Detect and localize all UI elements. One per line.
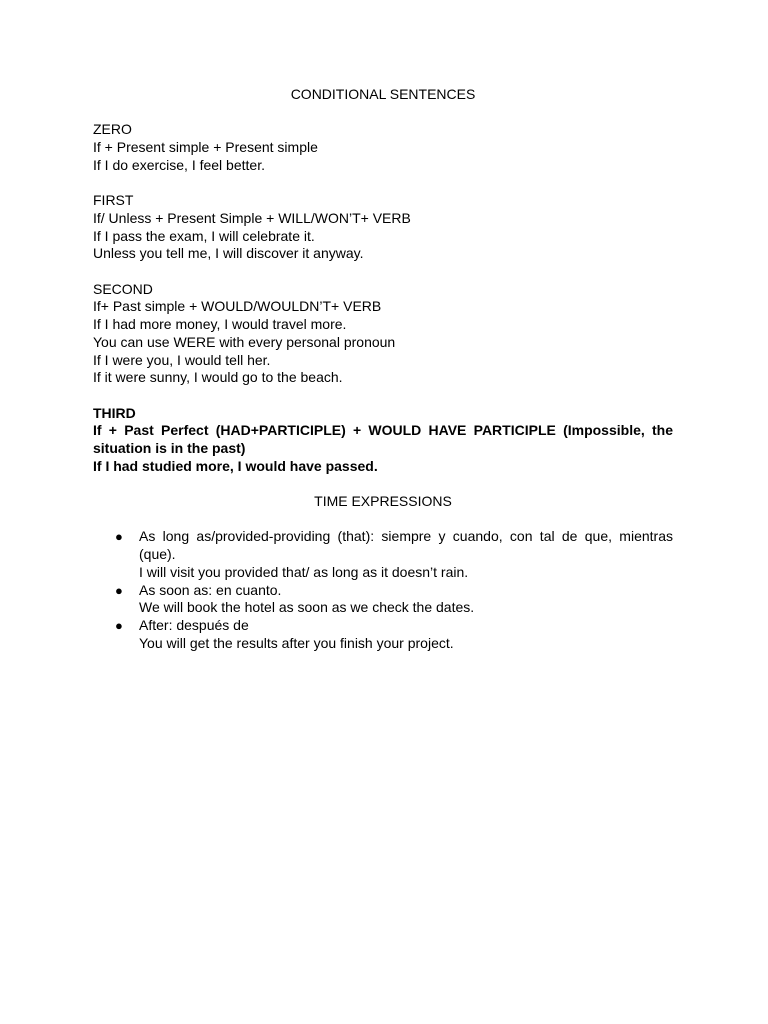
third-conditional-section: [93, 405, 673, 476]
time-expression-example: You will get the results after you finish your project.: [139, 634, 454, 651]
time-expression-example: I will visit you provided that/ as long as it doesn’t rain.: [139, 563, 469, 580]
time-expression-term: After: después de: [139, 617, 249, 633]
spacer: [93, 104, 673, 122]
zero-conditional-section: [93, 121, 673, 174]
spacer: [93, 387, 673, 405]
first-conditional-section: [93, 192, 673, 263]
list-item: [93, 528, 673, 581]
time-expression-term: As long as/provided-providing (that): siempre y cuando, con tal de que, mientras (que).: [139, 528, 673, 563]
list-item: [93, 617, 673, 652]
spacer: [93, 475, 673, 493]
time-expressions-list: [93, 528, 673, 652]
spacer: [93, 263, 673, 281]
bullet-icon: ●: [115, 582, 123, 598]
zero-heading: ZERO: [93, 121, 132, 138]
bullet-icon: ●: [115, 618, 123, 633]
second-note: You can use WERE with every personal pronoun: [93, 333, 396, 350]
zero-example: If I do exercise, I feel better.: [93, 156, 265, 173]
spacer: [93, 511, 673, 529]
zero-rule: If + Present simple + Present simple: [93, 139, 318, 156]
second-example-2: If I were you, I would tell her.: [93, 351, 271, 368]
list-item: [93, 582, 673, 617]
second-rule: If+ Past simple + WOULD/WOULDN’T+ VERB: [93, 298, 382, 315]
first-example-1: If I pass the exam, I will celebrate it.: [93, 227, 315, 244]
document-page: [93, 86, 673, 652]
second-example-3: If it were sunny, I would go to the beach.: [93, 369, 343, 386]
first-rule: If/ Unless + Present Simple + WILL/WON’T+ VERB: [93, 209, 411, 226]
second-conditional-section: [93, 281, 673, 387]
first-heading: FIRST: [93, 192, 134, 209]
document-title: CONDITIONAL SENTENCES: [290, 86, 476, 102]
spacer: [93, 175, 673, 193]
time-expressions-heading: TIME EXPRESSIONS: [314, 493, 452, 510]
third-example: If I had studied more, I would have passed.: [93, 457, 378, 474]
time-expression-term: As soon as: en cuanto.: [139, 581, 282, 598]
second-example-1: If I had more money, I would travel more.: [93, 316, 347, 333]
bullet-icon: ●: [115, 529, 123, 545]
first-example-2: Unless you tell me, I will discover it anyway.: [93, 245, 364, 262]
second-heading: SECOND: [93, 280, 153, 297]
third-heading: THIRD: [93, 404, 136, 421]
time-expression-example: We will book the hotel as soon as we check the dates.: [139, 599, 475, 616]
third-rule: If + Past Perfect (HAD+PARTICIPLE) + WOULD HAVE PARTICIPLE (Impossible, the situation is in the past): [93, 422, 673, 456]
